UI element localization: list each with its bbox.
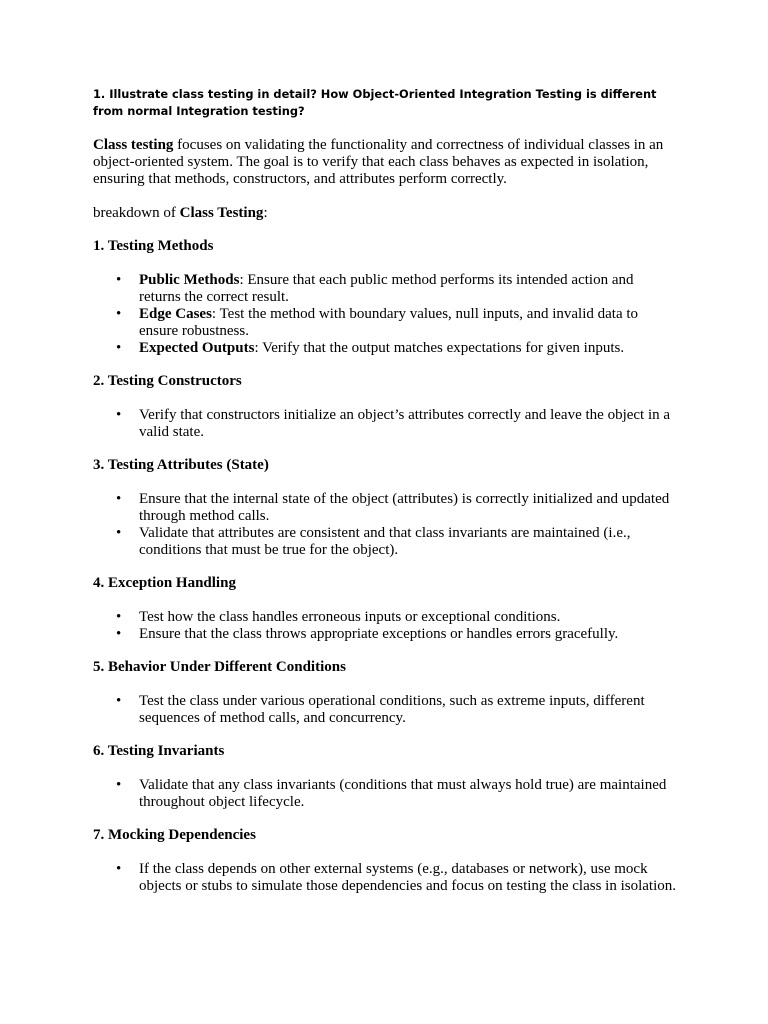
section xyxy=(93,827,678,895)
breakdown-prefix: breakdown of xyxy=(93,205,180,221)
section-title: 6. Testing Invariants xyxy=(93,743,225,759)
section xyxy=(93,457,678,559)
bullet-icon: • xyxy=(116,609,122,625)
item-text: Test the class under various operational conditions, such as extreme inputs, different sequences of method calls, and concurrency. xyxy=(139,693,645,726)
item-text: If the class depends on other external systems (e.g., databases or network), use mock objects or stubs to simulate those dependencies and focus on testing the class in isolation. xyxy=(139,861,676,894)
section-title: 2. Testing Constructors xyxy=(93,373,242,389)
item-text: Validate that any class invariants (conditions that must always hold true) are maintained throughout object lifecycle. xyxy=(139,777,667,810)
bullet-icon: • xyxy=(116,272,122,288)
bullet-icon: • xyxy=(116,306,122,322)
intro-paragraph xyxy=(93,137,678,188)
item-text: Ensure that the internal state of the object (attributes) is correctly initialized and updated through method calls. xyxy=(139,491,670,524)
sections-container xyxy=(93,238,678,895)
list-item xyxy=(93,626,678,643)
item-text: Test how the class handles erroneous inputs or exceptional conditions. xyxy=(139,609,561,625)
breakdown-term: Class Testing xyxy=(179,205,264,221)
intro-term: Class testing xyxy=(93,137,174,153)
section-title: 4. Exception Handling xyxy=(93,575,236,591)
section-title: 1. Testing Methods xyxy=(93,238,214,254)
breakdown-suffix: : xyxy=(263,205,268,221)
list-item xyxy=(93,272,678,306)
intro-text: focuses on validating the functionality and correctness of individual classes in an object-oriented system. The goal is to verify that each class behaves as expected in isolation, ensuring that methods, constructors, and attributes perform correctly. xyxy=(93,137,664,187)
bullet-icon: • xyxy=(116,491,122,507)
section-title: 7. Mocking Dependencies xyxy=(93,827,256,843)
item-text: Ensure that the class throws appropriate exceptions or handles errors gracefully. xyxy=(139,626,619,642)
bullet-icon: • xyxy=(116,525,122,541)
bullet-list xyxy=(93,272,678,357)
list-item xyxy=(93,525,678,559)
item-term: Expected Outputs xyxy=(139,340,255,356)
bullet-list xyxy=(93,693,678,727)
bullet-list xyxy=(93,407,678,441)
bullet-icon: • xyxy=(116,777,122,793)
item-text: : Verify that the output matches expectations for given inputs. xyxy=(254,340,625,356)
section xyxy=(93,373,678,441)
breakdown-line xyxy=(93,205,678,222)
item-text: Validate that attributes are consistent and that class invariants are maintained (i.e., conditions that must be true for the object). xyxy=(139,525,631,558)
item-text: : Test the method with boundary values, null inputs, and invalid data to ensure robustness. xyxy=(139,306,639,339)
item-term: Public Methods xyxy=(139,272,240,288)
bullet-list xyxy=(93,777,678,811)
list-item xyxy=(93,777,678,811)
section xyxy=(93,659,678,727)
bullet-icon: • xyxy=(116,407,122,423)
item-text: Verify that constructors initialize an object’s attributes correctly and leave the object in a valid state. xyxy=(139,407,671,440)
section-title: 5. Behavior Under Different Conditions xyxy=(93,659,346,675)
list-item xyxy=(93,340,678,357)
bullet-list xyxy=(93,491,678,559)
section-title: 3. Testing Attributes (State) xyxy=(93,457,269,473)
list-item xyxy=(93,609,678,626)
bullet-list xyxy=(93,861,678,895)
question-heading: 1. Illustrate class testing in detail? How Object-Oriented Integration Testing is different from normal Integration testing? xyxy=(93,87,657,118)
bullet-icon: • xyxy=(116,626,122,642)
item-text: : Ensure that each public method performs its intended action and returns the correct result. xyxy=(139,272,634,305)
section xyxy=(93,238,678,357)
item-term: Edge Cases xyxy=(139,306,212,322)
bullet-icon: • xyxy=(116,340,122,356)
section xyxy=(93,575,678,643)
bullet-list xyxy=(93,609,678,643)
bullet-icon: • xyxy=(116,861,122,877)
list-item xyxy=(93,407,678,441)
document-page xyxy=(93,86,678,895)
bullet-icon: • xyxy=(116,693,122,709)
list-item xyxy=(93,693,678,727)
list-item xyxy=(93,861,678,895)
section xyxy=(93,743,678,811)
list-item xyxy=(93,491,678,525)
list-item xyxy=(93,306,678,340)
